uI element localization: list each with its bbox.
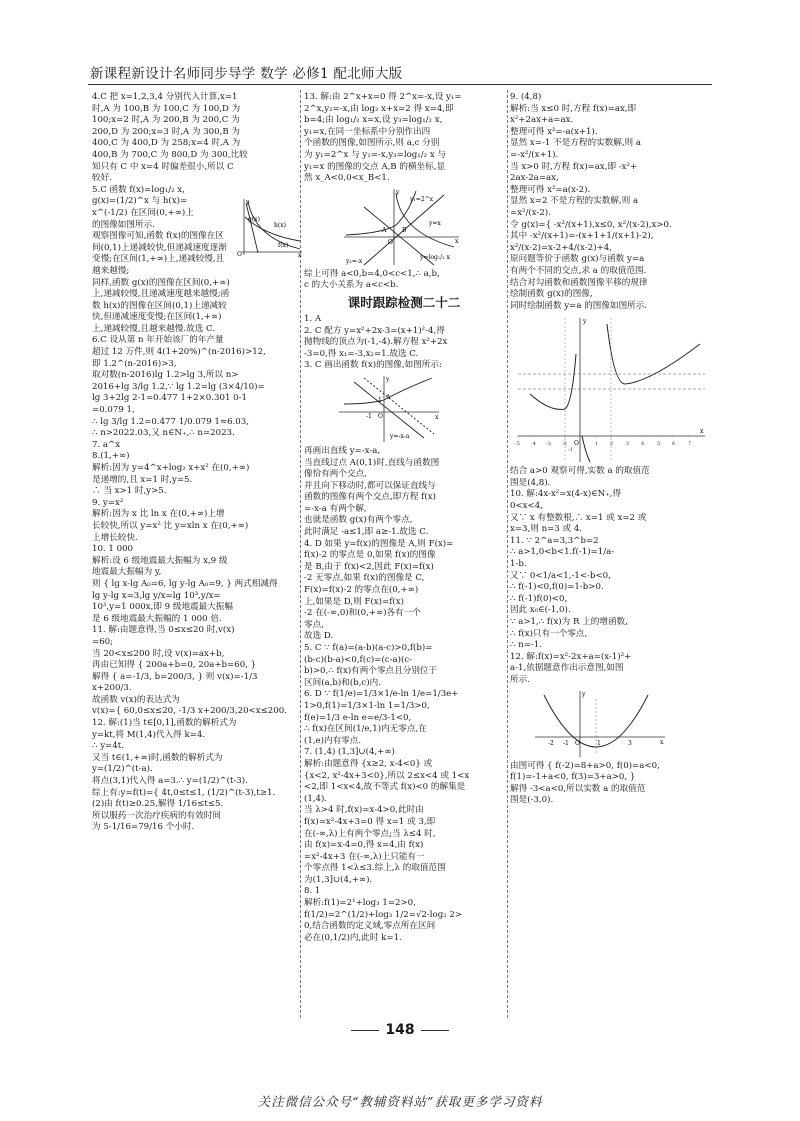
fig9-tick: -5 <box>515 441 520 448</box>
text-line: 100;x=2 时,A 为 200,B 为 200,C 为 <box>92 115 240 126</box>
header-rule <box>88 84 712 85</box>
text-line: 当 x>0 时,方程 f(x)=ax,即 -x²+ <box>510 161 638 172</box>
text-line: ∴ n>2022.03,又 n∈N₊,∴ n=2023. <box>92 428 235 439</box>
text-line: 零点, <box>304 619 324 630</box>
column-3-text-a <box>510 92 710 312</box>
text-line: 4.C 把 x=1,2,3,4 分别代入计算,x=1 <box>92 92 238 102</box>
text-line: b=4;由 log₁/₂ x=x,设 y₃=log₁/₂ x, <box>304 115 443 126</box>
fig12-tick-m2: -2 <box>548 739 554 747</box>
text-line: 结合 a>0 观察可得,实数 a 的取值范 <box>510 466 650 477</box>
text-line: f(e)=1/3 e-ln e=e/3-1<0, <box>304 712 412 723</box>
fig9-origin: O <box>574 440 579 448</box>
text-line: 当 λ>4 时,f(x)=x-4>0,此时由 <box>304 805 424 816</box>
text-line: 时,A 为 100,B 为 100,C 为 100,D 为 <box>92 103 241 114</box>
text-line: =60; <box>92 636 114 647</box>
text-line: ∴ 当 x>1 时,y>5. <box>92 486 167 497</box>
fig5-label-h: h(x) <box>274 222 286 229</box>
fig13-label-yx: y=x <box>429 219 441 227</box>
fig9-tick: 7 <box>688 441 692 448</box>
text-line: x²/(x-2)=x-2+4/(x-2)+4, <box>510 242 612 253</box>
text-line: f(x)=x²-4x+3=0 得 x=1 或 3,即 <box>304 816 436 827</box>
text-line: 由 f(x)=x-4=0,得 x=4,由 f(x) <box>304 840 424 851</box>
column-2-text-a <box>304 92 504 185</box>
text-line: 为(1,3]∪(4,+∞). <box>304 874 373 885</box>
column-3 <box>510 92 710 807</box>
text-line: 7. (1,4) (1,3]∪(4,+∞) <box>304 747 395 758</box>
text-line: ∵ a>1,∴ f(x)为 R 上的增函数, <box>510 617 628 627</box>
text-line: ∴ f(-1)<0,f(0)=1-b>0. <box>510 582 604 593</box>
text-line: 取对数(n-2016)lg 1.2>lg 3,所以 n> <box>92 370 239 381</box>
fig9-tick: 1 <box>595 441 599 448</box>
text-line: ∴ lg 3/lg 1.2=0.477 1/0.079 1≈6.03, <box>92 416 249 427</box>
text-line: 综上有:y=f(t)={ 4t,0≤t≤1, (1/2)^(t-3),t≥1. <box>92 787 276 798</box>
page-number: 148 <box>0 1022 800 1038</box>
text-line: 超过 12 万件,则 4(1+20%)^(n-2016)>12, <box>92 347 266 358</box>
text-line: ∴ f(x)在区间(1/e,1)内无零点,在 <box>304 724 427 735</box>
text-line: 上,递减较慢,且递减速度越来越慢;函 <box>92 289 230 300</box>
text-line: 解析:当 x≤0 时,方程 f(x)=ax,即 <box>510 103 637 114</box>
text-line: ∴ y=4t. <box>92 741 124 752</box>
text-line: =x²/(x-2). <box>510 207 551 218</box>
text-line: x=3,则 n=3 或 4. <box>510 524 583 535</box>
figure-q9-graph <box>510 314 710 464</box>
text-line: 围是(4,8). <box>510 477 551 488</box>
text-line: 6. D ∵ f(1/e)=1/3×1/e-ln 1/e=1/3e+ <box>304 689 459 700</box>
text-line: -2 无零点,如果 f(x)的图像是 C, <box>304 573 425 584</box>
text-line: 变慢;在区间(1,+∞)上,递减较慢,且 <box>92 254 225 265</box>
text-line: 即 1.2^(n-2016)>3, <box>92 358 177 369</box>
text-line: =-x-a 有两个解, <box>304 503 367 514</box>
text-line: 原问题等价于函数 g(x)与函数 y=a <box>510 254 645 265</box>
text-line: 又∵ 0<1/a<1,-1<-b<0, <box>510 570 611 581</box>
text-line: 是 6 级地震最大振幅的 1 000 倍. <box>92 613 222 624</box>
text-line: (1,e)内有零点. <box>304 735 362 746</box>
text-line: 间(0,1)上递减较快,但递减速度逐渐 <box>92 242 227 253</box>
text-line: 又当 t∈(1,+∞)时,函数的解析式为 <box>92 752 223 763</box>
text-line: 1-b. <box>510 559 527 570</box>
text-line: 解得 -3<a<0,所以实数 a 的取值范 <box>510 783 646 794</box>
text-line: y=kt,将 M(1,4)代入得 k=4. <box>92 729 206 740</box>
text-line: 故函数 v(x)的表达式为 <box>92 694 180 705</box>
fig9-tick: 4 <box>641 441 645 448</box>
column-3-text-b <box>510 466 710 686</box>
fig13-point-b: B <box>402 226 407 234</box>
text-line: 显然 x=-1 不是方程的实数解,则 a <box>510 138 642 149</box>
text-line: ∴ a>1,0<b<1.f(-1)=1/a- <box>510 547 615 558</box>
text-line: 12. 解:f(x)=x²-2x+a=(x-1)²+ <box>510 651 632 662</box>
text-line: 越来越慢; <box>92 265 130 276</box>
text-line: 5. C ∵ f(a)=(a-b)(a-c)>0,f(b)= <box>304 643 433 653</box>
text-line: -3=0,得 x₁=-3,x₂=1.故选 C. <box>304 348 419 359</box>
text-line: b)>0,∴ f(x)有两个零点且分别位于 <box>304 666 438 677</box>
text-line: 是 B,由于 f(x)<2,因此 F(x)=f(x) <box>304 561 434 572</box>
column-2 <box>304 92 504 944</box>
text-line: -2 在(-∞,0)和(0,+∞)各有一个 <box>304 608 421 619</box>
fig3-point-a: A <box>386 393 391 401</box>
text-line: (b-c)(b-a)<0,f(c)=(c-a)(c- <box>304 654 413 665</box>
text-line: 13. 解:由 2^x+x=0 得 2^x=-x,设 y₁= <box>304 92 462 102</box>
text-line: 故选 D. <box>304 631 334 642</box>
fig3-origin: O <box>378 412 383 420</box>
text-line: ∴ f(x)只有一个零点, <box>510 628 588 639</box>
text-line: 区间(a,b)和(b,c)内. <box>304 677 381 688</box>
text-line: 解得 { a=-1/3, b=200/3, } 则 v(x)=-1/3 x+200/3. <box>92 671 258 694</box>
text-line: 解析:f(1)=2¹+log₃ 1=2>0, <box>304 898 416 909</box>
text-line: 其中 -x²/(x+1)=-(x+1+1/(x+1)-2), <box>510 231 654 242</box>
text-line: 11. 解:由题意得,当 0≤x≤20 时,v(x) <box>92 625 235 636</box>
text-line: 显然 x=2 不是方程的实数解,则 a <box>510 196 639 207</box>
text-line: 必在(0,1/2)内,此时 k=1. <box>304 932 402 943</box>
text-line: 的图像如图所示. <box>92 219 155 230</box>
text-line: 上,如果是 D,则 F(x)=f(x) <box>304 596 404 607</box>
fig5-label-f: f(x) <box>278 242 289 249</box>
text-line: 综上可得 a<0,b=4,0<c<1,∴ a,b, <box>304 268 440 279</box>
text-line: 为 5-1/16=79/16 个小时. <box>92 822 195 833</box>
text-line: 9. (4,8) <box>510 92 542 102</box>
fig5-origin: O <box>237 251 242 257</box>
text-line: 像恰有两个交点, <box>304 469 367 480</box>
text-line: 整理可得 x²=a(x-2). <box>510 184 591 195</box>
text-line: 个函数的图像,如图所示,则 a,c 分别 <box>304 138 440 149</box>
text-line: 8.(1,+∞) <box>92 451 130 462</box>
text-line: 8. 1 <box>304 886 321 897</box>
fig12-tick-m1: -1 <box>563 739 569 747</box>
fig3-tick-minus1: -1 <box>366 412 372 420</box>
text-line: 2^x,y₂=-x,由 log₂ x+x=2 得 x=4,即 <box>304 103 454 114</box>
fig9-tick: 5 <box>657 441 661 448</box>
text-line: 解析:因为 x 比 ln x 在(0,+∞)上增 <box>92 509 225 520</box>
text-line: 所示. <box>510 674 530 685</box>
text-line: 10³,y=1 000x,即 9 级地震最大振幅 <box>92 602 234 613</box>
text-line: <2,即 1<x<4,故不等式 f(x)<0 的解集是 <box>304 782 466 793</box>
fig13-label-y1: y₁=2^x <box>410 195 434 203</box>
text-line: 整理可得 x²=-a(x+1). <box>510 126 598 137</box>
text-line: 200,D 为 200;x=3 时,A 为 300,B 为 <box>92 126 240 137</box>
text-line: 12. 解:(1)当 t∈[0,1],函数的解析式为 <box>92 718 237 729</box>
column-2-text-b <box>304 269 504 292</box>
fig9-tick: 6 <box>672 441 676 448</box>
text-line: 11. ∵ 2^a=3,3^b=2 <box>510 535 599 546</box>
fig13-origin: O <box>388 238 393 246</box>
text-line: 由图可得 { f(-2)=8+a>0, f(0)=a<0, f(1)=-1+a<0, f(3)=3+a>0, } <box>510 760 660 783</box>
text-line: 绘制函数 g(x)的图像, <box>510 289 593 300</box>
text-line: =-x²/(x+1). <box>510 149 559 160</box>
text-line: g(x)=(1/2)^x 与 h(x)= <box>92 196 188 207</box>
figure-q5-graph <box>234 197 304 257</box>
fig13-point-a: A <box>382 226 387 234</box>
text-line: f(x)-2 的零点是 0,如果 f(x)的图像 <box>304 550 436 561</box>
fig9-axis-y: y <box>583 318 587 326</box>
text-line: 地震最大振幅为 y, <box>92 567 162 578</box>
section-title: 课时跟踪检测二十二 <box>347 294 461 310</box>
fig12-axis-y: y <box>582 690 586 698</box>
page-header-title: 新课程新设计名师同步导学 数学 必修1 配北师大版 <box>90 66 403 82</box>
text-line: 2. C 配方 y=x²+2x-3=(x+1)²-4,得 <box>304 325 445 336</box>
text-line: 400,C 为 400,D 为 258;x=4 时,A 为 <box>92 138 241 149</box>
text-line: =0.079 1, <box>92 405 135 416</box>
fig5-label-g: g(x) <box>248 216 260 223</box>
text-line: 也就是函数 g(x)有两个零点, <box>304 515 413 526</box>
text-line: =x²-4x+3 在(-∞,λ)上只能有一 <box>304 851 425 862</box>
text-line: ∴ n=-1. <box>510 640 543 651</box>
text-line: 解析:因为 y=4^x+log₂ x+x² 在(0,+∞) <box>92 463 250 473</box>
column-2-text-d <box>304 446 504 945</box>
text-line: 将点(3,1)代入得 a=3.∴ y=(1/2)^(t-3). <box>92 776 248 787</box>
fig5-axis-x: x <box>298 252 302 257</box>
text-line: 9. y=x² <box>92 497 124 508</box>
text-line: 上,递减较慢,且越来越慢.故选 C. <box>92 323 216 334</box>
text-line: 同样,函数 g(x)的图像在区间(0,+∞) <box>92 277 230 288</box>
text-line: 函数的图像有两个交点,即方程 f(x) <box>304 492 436 503</box>
text-line: 观察图像可知,函数 f(x)的图像在区 <box>92 231 224 242</box>
fig12-axis-x: x <box>660 738 664 746</box>
text-line: 结合对勾函数和函数图像平移的规律 <box>510 277 648 288</box>
fig9-axis-x: x <box>700 428 704 436</box>
fig3-line-label: y=-x-a <box>390 432 410 440</box>
text-line: 数 h(x)的图像在区间(0,1)上递减较 <box>92 300 227 311</box>
fig9-tick: 3 <box>626 441 630 448</box>
fig5-axis-y: y <box>246 199 250 206</box>
text-line: 3. C 画出函数 f(x)的图像,如图所示: <box>304 360 442 371</box>
text-line: 1>0,f(1)=1/3×1-ln 1=1/3>0, <box>304 700 430 711</box>
text-line: (1,4). <box>304 793 328 804</box>
text-line: 因此 x₀∈(-1,0). <box>510 605 571 616</box>
fig13-axis-y: y <box>396 188 400 196</box>
text-line: 7. a^x <box>92 439 121 450</box>
text-line: lg 3+2lg 2-1=0.477 1+2×0.301 0-1 <box>92 393 247 404</box>
fig13-label-y2: y₂=-x <box>346 257 363 265</box>
text-line: v(x)={ 60,0≤x≤20, -1/3 x+200/3,20<x≤200. <box>92 706 287 717</box>
text-line: 在(-∞,λ)上有两个零点;当 λ≤4 时, <box>304 828 436 839</box>
text-line: a-1,依据题意作出示意图,如图 <box>510 663 624 674</box>
column-1 <box>92 92 302 834</box>
text-line: 令 g(x)={ -x²/(x+1),x≤0, x²/(x-2),x>0. <box>510 219 672 230</box>
text-line: 长较快,所以 y=x² 比 y=xln x 在(0,+∞) <box>92 520 249 531</box>
fig12-tick-3: 3 <box>628 739 632 747</box>
text-line: 解析:由题意得 {x≥2, x-4<0} 或 <box>304 758 433 769</box>
text-line: 10. 1 000 <box>92 544 134 555</box>
text-line: 上增长较快. <box>92 532 138 543</box>
text-line: 再画出直线 y=-x-a, <box>304 445 381 456</box>
text-line: 抛物线的顶点为(-1,-4).解方程 x²+2x <box>304 337 448 348</box>
column-divider-2 <box>507 90 508 1018</box>
text-line: 当直线过点 A(0,1)时,直线与函数图 <box>304 457 440 468</box>
text-line: 再由已知得 { 200a+b=0, 20a+b=60, } <box>92 660 257 671</box>
text-line: 知只有 C 中 x=4 时偏差很小,所以 C <box>92 161 234 172</box>
text-line: 0,结合函数的定义域,零点所在区间 <box>304 921 436 932</box>
text-line: y₁=x 的图像的交点 A,B 的横坐标,显 <box>304 161 446 172</box>
footer-note: 关注微信公众号“教辅资料站”获取更多学习资料 <box>257 1094 543 1109</box>
text-line: (2)由 f(t)≥0.25,解得 1/16≤t≤5. <box>92 799 224 810</box>
text-line: 6.C 设从第 n 年开始该厂的年产量 <box>92 335 224 346</box>
text-line: 快,但递减速度变慢;在区间(1,+∞) <box>92 312 222 323</box>
text-line: 然 x_A<0,0<x_B<1. <box>304 173 390 184</box>
text-line: F(x)=f(x)-2 的零点在(0,+∞) <box>304 585 419 596</box>
text-line: 是递增的,且 x=1 时,y=5. <box>92 474 193 485</box>
text-line: 0<x<4, <box>510 501 543 512</box>
figure-q3-graph <box>334 374 444 444</box>
text-line: 较好. <box>92 173 112 184</box>
text-line: 2ax-2a=ax, <box>510 173 559 184</box>
fig3-axis-x: x <box>435 413 439 421</box>
text-line: 同时绘制函数 y=a 的图像如图所示. <box>510 300 648 311</box>
text-line: 5.C 函数 f(x)=log₁/₂ x, <box>92 184 185 195</box>
text-line: 1. A <box>304 313 322 324</box>
text-line: 10. 解:4x-x²=x(4-x)∈N₊,得 <box>510 489 621 500</box>
text-line: f(1/2)=2^(1/2)+log₃ 1/2=√2-log₂ 2> <box>304 909 463 920</box>
fig9-tick: -3 <box>546 441 551 448</box>
text-line: 为 y₁=2^x 与 y₂=-x,y₃=log₁/₂ x 与 <box>304 149 446 160</box>
text-line: c 的大小关系为 a<c<b. <box>304 280 399 291</box>
fig9-tick: 2 <box>610 441 614 448</box>
fig12-tick-1: 1 <box>597 739 601 747</box>
text-line: y₁=x,在同一坐标系中分别作出四 <box>304 126 431 137</box>
text-line: lg y-lg x=3,lg y/x=lg 10³,y/x= <box>92 590 221 601</box>
figure-q13-graph <box>334 187 464 267</box>
text-line: 解析:设 6 级地震最大振幅为 x,9 级 <box>92 555 228 566</box>
fig9-tick: -4 <box>531 441 536 448</box>
text-line: 围是(-3,0). <box>510 795 554 806</box>
text-line: 则 { lg x-lg A₀=6, lg y-lg A₀=9, } 两式相减得 <box>92 578 278 589</box>
text-line: x^(-1/2) 在区间(0,+∞)上 <box>92 207 194 218</box>
figure-q12-graph <box>530 689 670 759</box>
fig13-axis-x: x <box>455 237 459 245</box>
fig12-origin: O <box>575 739 580 747</box>
text-line: {x<2, x²-4x+3<0},所以 2≤x<4 或 1<x <box>304 770 470 781</box>
text-line: 4. D 如果 y=f(x)的图像是 A,则 F(x)= <box>304 538 454 549</box>
column-2-text-c <box>304 314 504 372</box>
text-line: 400,B 为 700,C 为 800,D 为 300,比较 <box>92 149 248 160</box>
text-line: 2016+lg 3/lg 1.2,∵ lg 1.2=lg (3×4/10)= <box>92 381 265 392</box>
fig13-label-ylog: y=log₁/₂ x <box>420 253 450 261</box>
text-line: 并且向下移动时,都可以保证直线与 <box>304 480 436 491</box>
fig9-tick: -2 <box>562 441 567 448</box>
text-line: 个零点得 1<λ≤3.综上,λ 的取值范围 <box>304 863 446 874</box>
text-line: 此时满足 -a≤1,即 a≥-1.故选 C. <box>304 527 429 538</box>
text-line: 又∵ x 有整数根,∴ x=1 或 x=2 或 <box>510 512 647 523</box>
text-line: y=(1/2)^(t-a). <box>92 764 153 775</box>
text-line: 有两个不同的交点,求 a 的取值范围. <box>510 265 647 276</box>
fig3-tick-1: 1 <box>378 396 382 404</box>
text-line: x²+2ax+a=ax. <box>510 115 574 126</box>
text-line: 当 20<x≤200 时,设 v(x)=ax+b, <box>92 648 225 659</box>
text-line: 所以服药一次治疗疾病的有效时间 <box>92 810 221 821</box>
fig9-tick: -1 <box>568 447 573 454</box>
text-line: ∴ f(-1)f(0)<0, <box>510 593 568 604</box>
column-3-text-c <box>510 761 710 807</box>
fig3-axis-y: y <box>386 375 390 383</box>
